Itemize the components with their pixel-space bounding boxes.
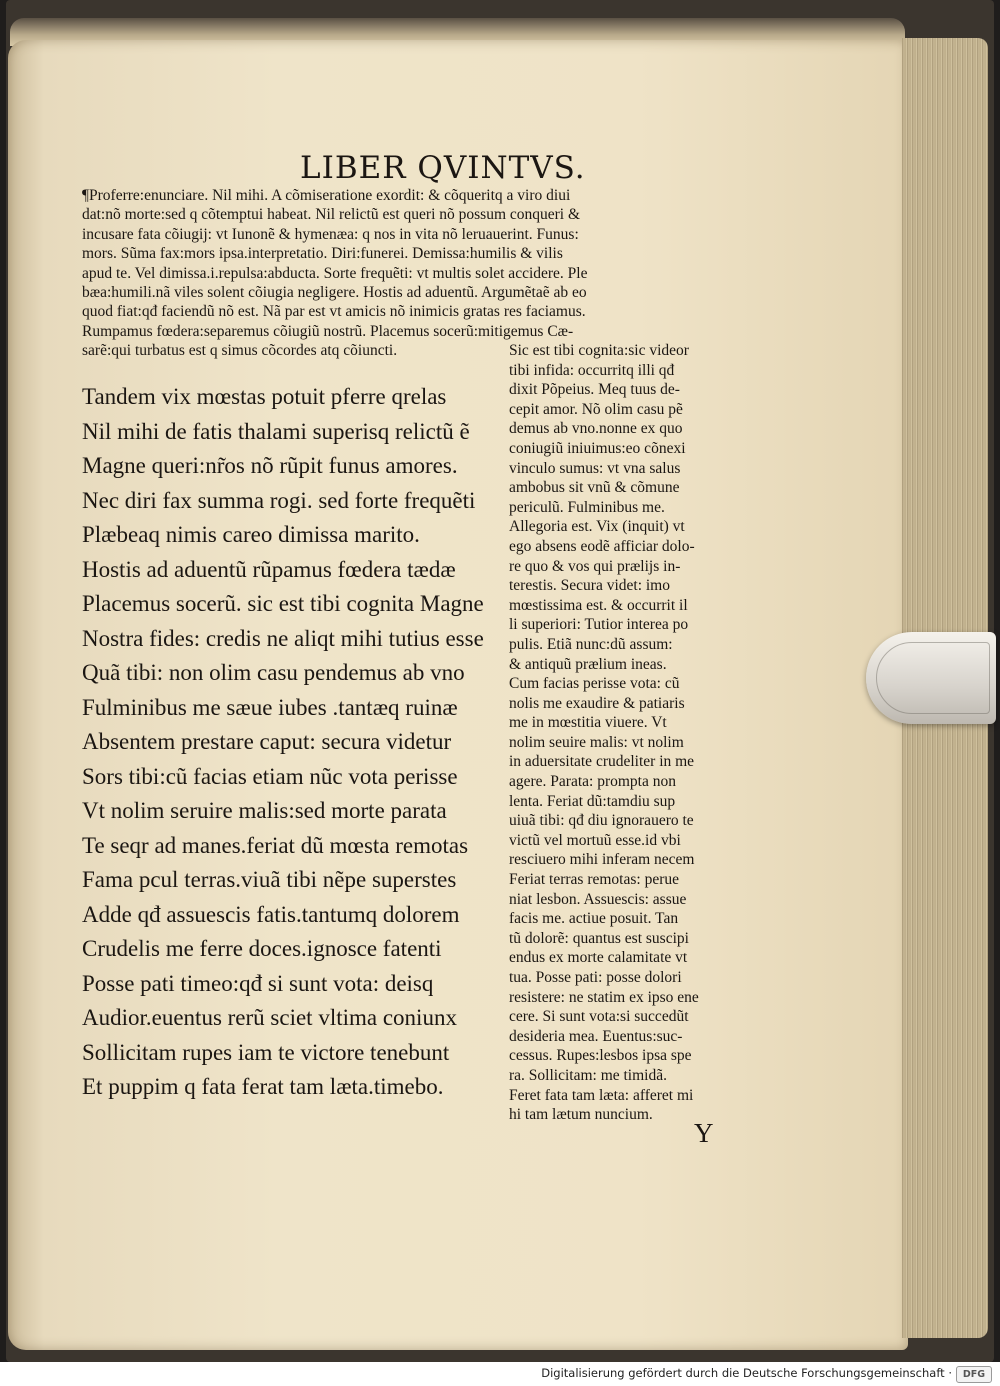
side-commentary-line: cessus. Rupes:lesbos ipsa spe [509,1047,692,1065]
side-commentary-line: niat lesbon. Assuescis: assue [509,890,687,908]
commentary-top-block [82,186,772,361]
verse-line: Vt nolim seruire malis:sed morte parata [82,798,447,823]
verse-line: Posse pati timeo:qđ si sunt vota: deisq [82,970,434,996]
verse-line: Sors tibi:cũ facias etiam nũc vota perisse [82,763,458,789]
side-commentary-line: resciuero mihi inferam necem [509,851,695,869]
commentary-line: apud te. Vel dimissa.i.repulsa:abducta. Sorte frequẽti: vt multis solet accidere. Ple [82,264,588,282]
side-commentary-line: li superiori: Tutior interea po [509,616,689,634]
verse-line: Placemus socerũ. sic est tibi cognita Magne [82,591,484,616]
side-commentary-line: hi tam lætum nuncium. [509,1106,653,1124]
verse-block [82,380,512,1105]
side-commentary-line: desideria mea. Euentus:suc- [509,1027,683,1045]
commentary-line: ¶Proferre:enunciare. Nil mihi. A cõmiseratione exordit: & cõqueritq a viro diui [82,187,571,204]
side-commentary-line: nolis me exaudire & patiaris [509,694,685,712]
side-commentary-line: ra. Sollicitam: me timidã. [509,1066,667,1084]
commentary-line: Rumpamus fœdera:separemus cõiugiũ nostrũ. Placemus socerũ:mitigemus Cæ- [82,322,574,340]
digitization-footer [0,1362,1000,1386]
verse-line: Hostis ad aduentũ rũpamus fœdera tædæ [82,556,456,582]
side-commentary-line: cere. Si sunt vota:si succedũt [509,1008,689,1026]
side-commentary-line: terestis. Secura videt: imo [509,577,670,595]
verse-line: Nostra fides: credis ne aliqt mihi tutius esse [82,625,484,651]
side-commentary-line: Allegoria est. Vix (inquit) vt [509,518,685,536]
side-commentary-line: tũ dolorẽ: quantus est suscipi [509,929,689,947]
side-commentary-line: & antiquũ prælium ineas. [509,655,667,673]
side-commentary-line: nolim seuire malis: vt nolim [509,733,684,751]
verse-line: Fama pcul terras.viuã tibi nẽpe superstes [82,867,457,892]
verse-line: Crudelis me ferre doces.ignosce fatenti [82,936,442,961]
side-commentary-line: Sic est tibi cognita:sic videor [509,342,689,359]
commentary-line: dat:nõ morte:sed q cõtemptui habeat. Nil relictũ est queri nõ possum conqueri & [82,206,581,224]
side-commentary-line: Cum facias perisse vota: cũ [509,675,680,693]
verse-line: Te seqr ad manes.feriat dũ mœsta remotas [82,832,469,858]
side-commentary-line: resistere: ne statim ex ipso ene [509,988,699,1006]
side-commentary-line: facis me. actiue posuit. Tan [509,910,679,928]
bookmark-clip [866,632,996,724]
side-commentary-line: pulis. Etiã nunc:dũ assum: [509,635,673,653]
commentary-line: mors. Sũma fax:mors ipsa.interpretatio. Diri:funerei. Demissa:humilis & vilis [82,245,563,263]
verse-line: Quã tibi: non olim casu pendemus ab vno [82,660,465,685]
side-commentary-line: dixit Põpeius. Meq tuus de- [509,381,680,399]
side-commentary-line: Feriat terras remotas: perue [509,871,679,889]
side-commentary-line: victũ vel mortuũ esse.id vbi [509,831,681,849]
commentary-line: quod fiat:qđ faciendũ nõ est. Nã par est vt amicis nõ inimicis gratas res faciamus. [82,303,586,321]
side-commentary-line: lenta. Feriat dũ:tamdiu sup [509,792,676,810]
side-commentary-line: coniugiũ iniuimus:eo cõnexi [509,439,686,457]
side-commentary-line: agere. Parata: prompta non [509,773,676,791]
side-commentary-line: me in mœstitia viuere. Vt [509,714,667,732]
dfg-logo-icon: DFG [956,1366,992,1383]
verse-line: Magne queri:nr̃os nõ rũpit funus amores. [82,453,458,478]
side-commentary-line: ambobus sit vnũ & cõmune [509,479,680,497]
side-commentary-line: cepit amor. Nõ olim casu pẽ [509,400,683,418]
funding-credit: Digitalisierung gefördert durch die Deutsche Forschungsgemeinschaft · [541,1366,952,1380]
commentary-line: bæa:humili.nã viles solent cõiugia negligere. Hostis ad aduentũ. Argumẽtaẽ ab eo [82,284,587,302]
commentary-line: incusare fata cõiugij: vt Iunonẽ & hymenæa: q nos in vita nõ leruauerint. Funus: [82,225,579,243]
verse-line: Nil mihi de fatis thalami superisq relictũ ẽ [82,418,470,444]
side-commentary-line: tibi infida: occurritq illi qđ [509,361,675,379]
side-commentary-line: demus ab vno.nonne ex quo [509,420,683,438]
side-commentary-line: vinculo sumus: vt vna salus [509,459,681,477]
verse-line: Plæbeaq nimis careo dimissa marito. [82,522,420,547]
verse-line: Nec diri fax summa rogi. sed forte frequẽti [82,487,476,513]
verse-line: Adde qđ assuescis fatis.tantumq dolorem [82,901,460,927]
verse-line: Fulminibus me sæue iubes .tantæq ruinæ [82,694,458,720]
side-commentary-line: Feret fata tam læta: afferet mi [509,1086,694,1104]
verse-line: Et puppim q fata ferat tam læta.timebo. [82,1074,444,1099]
side-commentary-line: periculũ. Fulminibus me. [509,498,665,516]
running-head: LIBER QVINTVS. [300,150,586,186]
side-commentary-line: uiuã tibi: qđ diu ignorauero te [509,812,694,830]
side-commentary-line: in aduersitate crudeliter in me [509,753,695,771]
side-commentary-line: ego absens eodẽ afficiar dolo- [509,537,695,555]
side-commentary-line: mœstissima est. & occurrit il [509,596,688,614]
side-commentary-line: tua. Posse pati: posse dolori [509,969,682,986]
commentary-side-block [509,341,779,1125]
verse-line: Absentem prestare caput: secura videtur [82,729,452,754]
signature-mark: Y [694,1118,714,1148]
side-commentary-line: endus ex morte calamitate vt [509,949,688,967]
verse-line: Sollicitam rupes iam te victore tenebunt [82,1039,450,1065]
verse-line: Audior.euentus rerũ sciet vltima coniunx [82,1005,457,1030]
side-commentary-line: re quo & vos qui prælijs in- [509,557,681,575]
commentary-line: sarẽ:qui turbatus est q simus cõcordes atq cõiuncti. [82,342,398,360]
verse-line: Tandem vix mœstas potuit pferre qrelas [82,384,447,409]
